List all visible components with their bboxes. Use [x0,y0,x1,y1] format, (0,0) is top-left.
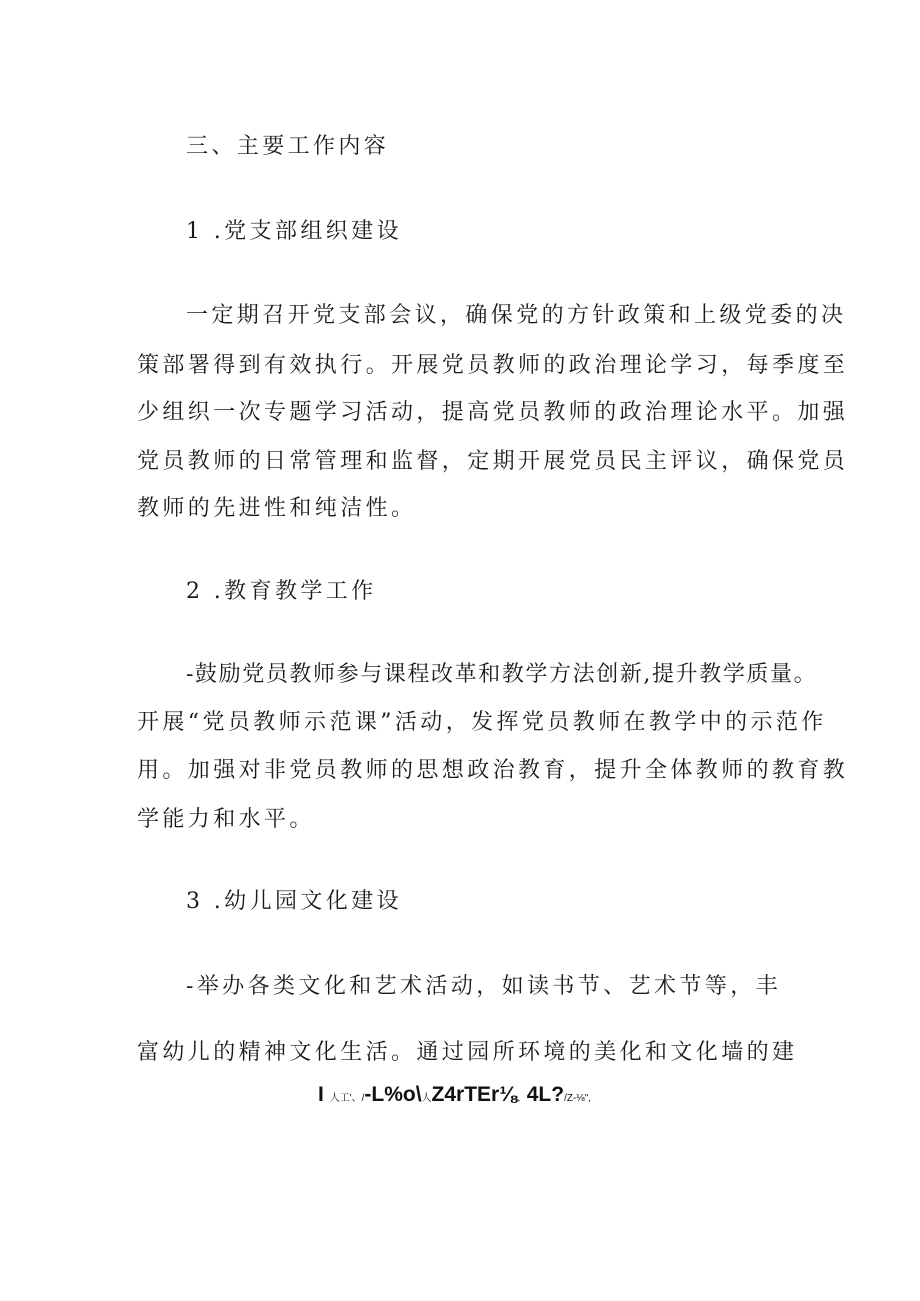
item1-line-1: 一定期召开党支部会议，确保党的方针政策和上级党委的决 [186,303,847,328]
item1-line-3: 少组织一次专题学习活动，提高党员教师的政治理论水平。加强 [137,400,849,425]
item2-line-4: 学能力和水平。 [137,807,315,832]
garbled-ocr-line [318,1082,591,1112]
item2-line-2: 开展“党员教师示范课”活动，发挥党员教师在教学中的示范作 [137,710,827,735]
item1-heading: 1 .党支部组织建设 [186,219,402,244]
garbled-part-8: /Z-⅛", [564,1093,591,1104]
item3-line-2: 富幼儿的精神文化生活。通过园所环境的美化和文化墙的建 [137,1040,798,1065]
section-title: 三、主要工作内容 [186,134,390,159]
garbled-part-4: 人 [421,1093,432,1104]
garbled-part-1: I [318,1083,324,1106]
item1-line-2: 策部署得到有效执行。开展党员教师的政治理论学习，每季度至 [137,353,849,378]
garbled-part-6: 、 [516,1093,527,1104]
item3-line-1: -举办各类文化和艺术活动，如读书节、艺术节等，丰 [186,974,782,999]
item1-line-5: 教师的先进性和纯洁性。 [137,496,417,521]
item2-line-1: -鼓励党员教师参与课程改革和教学方法创新,提升教学质量。 [186,662,818,687]
item1-line-4: 党员教师的日常管理和监督，定期开展党员民主评议，确保党员 [137,449,849,474]
garbled-part-3: -L%o\ [364,1083,422,1106]
garbled-part-2: 人工'、/ [329,1093,365,1104]
item2-line-3: 用。加强对非党员教师的思想政治教育，提升全体教师的教育教 [137,758,849,783]
item2-heading: 2 .教育教学工作 [186,579,377,604]
garbled-part-5: Z4rTEr⅛ [431,1083,517,1106]
item3-heading: 3 .幼儿园文化建设 [186,889,402,914]
garbled-part-7: 4L? [526,1083,565,1106]
